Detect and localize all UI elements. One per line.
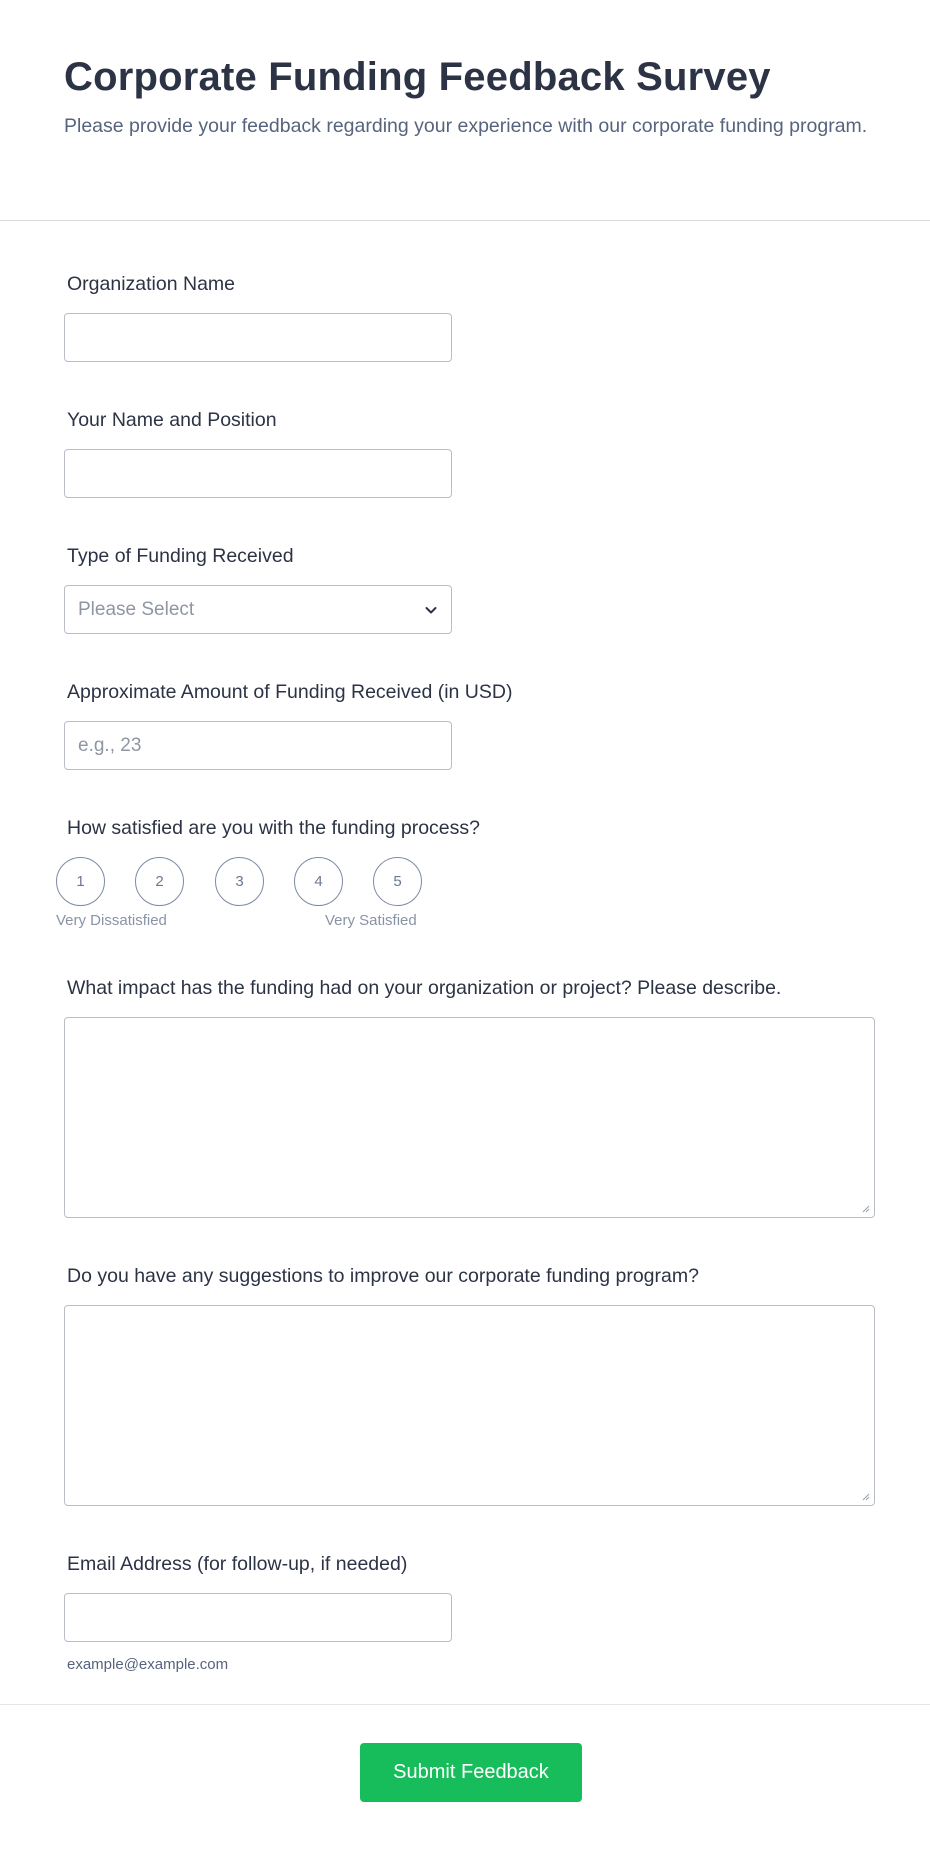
impact-label: What impact has the funding had on your organization or project? Please describe. [67,977,782,999]
satisfaction-rating [56,857,436,937]
funding-type-select[interactable] [64,585,452,634]
footer-divider [0,1704,930,1705]
suggestions-field [64,1263,699,1289]
impact-textarea[interactable] [64,1017,875,1218]
impact-field [64,975,781,1001]
name-position-field [64,407,277,433]
organization-label: Organization Name [67,273,235,295]
rating-min-caption: Very Dissatisfied [56,912,167,929]
email-label: Email Address (for follow-up, if needed) [67,1553,408,1575]
rating-option-1[interactable]: 1 [56,857,105,906]
amount-label: Approximate Amount of Funding Received (in USD) [67,681,513,703]
funding-type-field [64,543,294,620]
satisfaction-label: How satisfied are you with the funding process? [67,817,480,839]
resize-grip-icon[interactable] [860,1203,870,1213]
rating-option-4[interactable]: 4 [294,857,343,906]
funding-type-selected: Please Select [78,598,195,620]
header-divider [0,220,930,221]
rating-option-2[interactable]: 2 [135,857,184,906]
amount-field [64,679,513,756]
name-position-label: Your Name and Position [67,409,277,431]
suggestions-textarea[interactable] [64,1305,875,1506]
rating-option-3[interactable]: 3 [215,857,264,906]
amount-input[interactable]: e.g., 23 [64,721,452,770]
name-position-input[interactable] [64,449,452,498]
organization-input[interactable] [64,313,452,362]
page-title: Corporate Funding Feedback Survey [64,55,771,99]
rating-max-caption: Very Satisfied [325,912,417,929]
page-subtitle: Please provide your feedback regarding your experience with our corporate funding program. [64,115,868,137]
chevron-down-icon [423,602,439,618]
satisfaction-field [64,815,480,841]
submit-feedback-button[interactable]: Submit Feedback [360,1743,582,1802]
rating-option-5[interactable]: 5 [373,857,422,906]
suggestions-label: Do you have any suggestions to improve our corporate funding program? [67,1265,699,1287]
funding-type-label: Type of Funding Received [67,545,294,567]
email-field [64,1551,408,1673]
email-hint: example@example.com [67,1656,229,1673]
form-header [0,0,930,220]
email-input[interactable] [64,1593,452,1642]
organization-field [64,271,235,297]
resize-grip-icon[interactable] [860,1491,870,1501]
